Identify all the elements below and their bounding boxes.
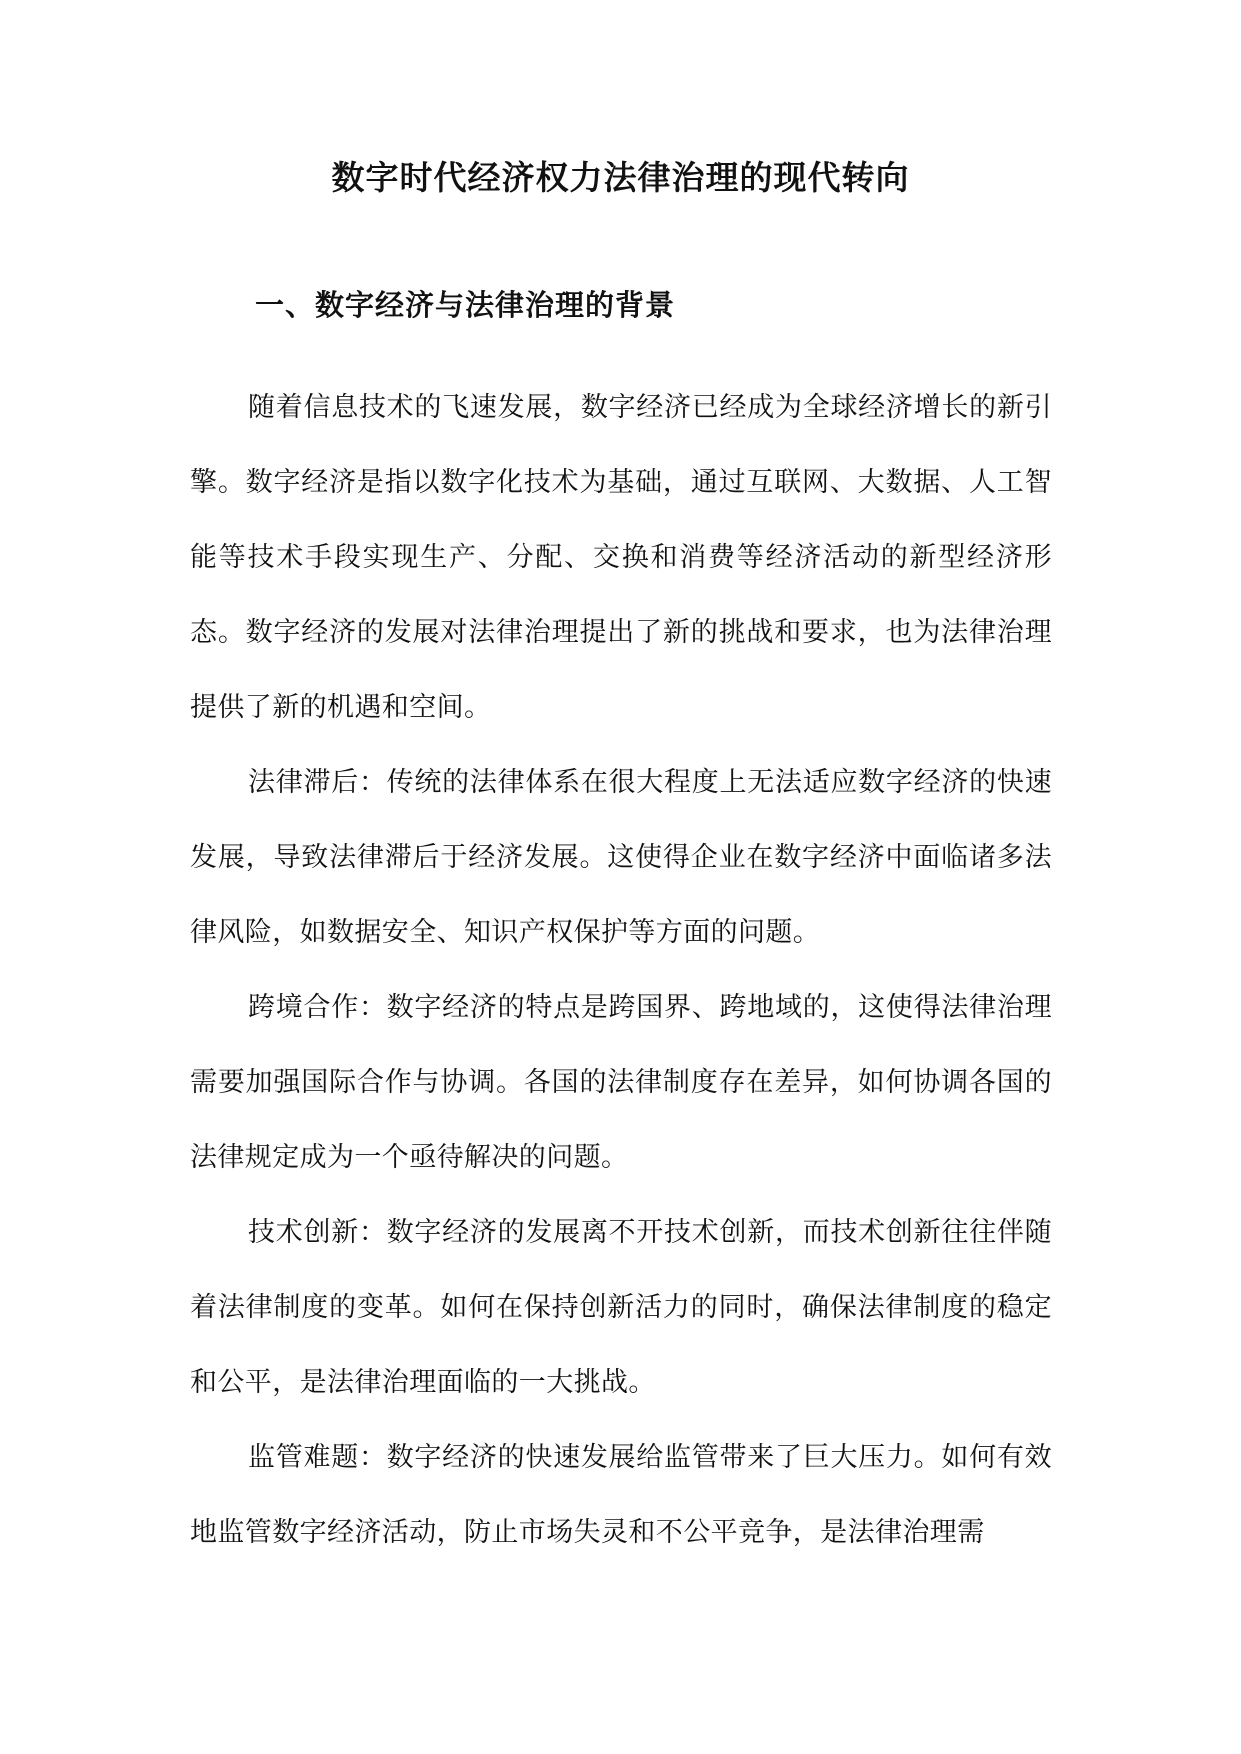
section-heading: 一、数字经济与法律治理的背景 (255, 288, 676, 322)
paragraph-background: 随着信息技术的飞速发展，数字经济已经成为全球经济增长的新引擎。数字经济是指以数字化技术为基础，通过互联网、大数据、人工智能等技术手段实现生产、分配、交换和消费等经济活动的新型经济形态。数字经济的发展对法律治理提出了新的挑战和要求，也为法律治理提供了新的机遇和空间。 (190, 392, 1052, 723)
document-body (190, 370, 1052, 1570)
paragraph-legal-lag: 法律滞后：传统的法律体系在很大程度上无法适应数字经济的快速发展，导致法律滞后于经济发展。这使得企业在数字经济中面临诸多法律风险，如数据安全、知识产权保护等方面的问题。 (190, 767, 1052, 948)
paragraph-tech-innovation: 技术创新：数字经济的发展离不开技术创新，而技术创新往往伴随着法律制度的变革。如何在保持创新活力的同时，确保法律制度的稳定和公平，是法律治理面临的一大挑战。 (190, 1217, 1052, 1398)
paragraph-cross-border: 跨境合作：数字经济的特点是跨国界、跨地域的，这使得法律治理需要加强国际合作与协调。各国的法律制度存在差异，如何协调各国的法律规定成为一个亟待解决的问题。 (190, 992, 1052, 1173)
paragraph-regulation: 监管难题：数字经济的快速发展给监管带来了巨大压力。如何有效地监管数字经济活动，防止市场失灵和不公平竞争，是法律治理需 (190, 1442, 1052, 1548)
document-title: 数字时代经济权力法律治理的现代转向 (331, 158, 910, 197)
